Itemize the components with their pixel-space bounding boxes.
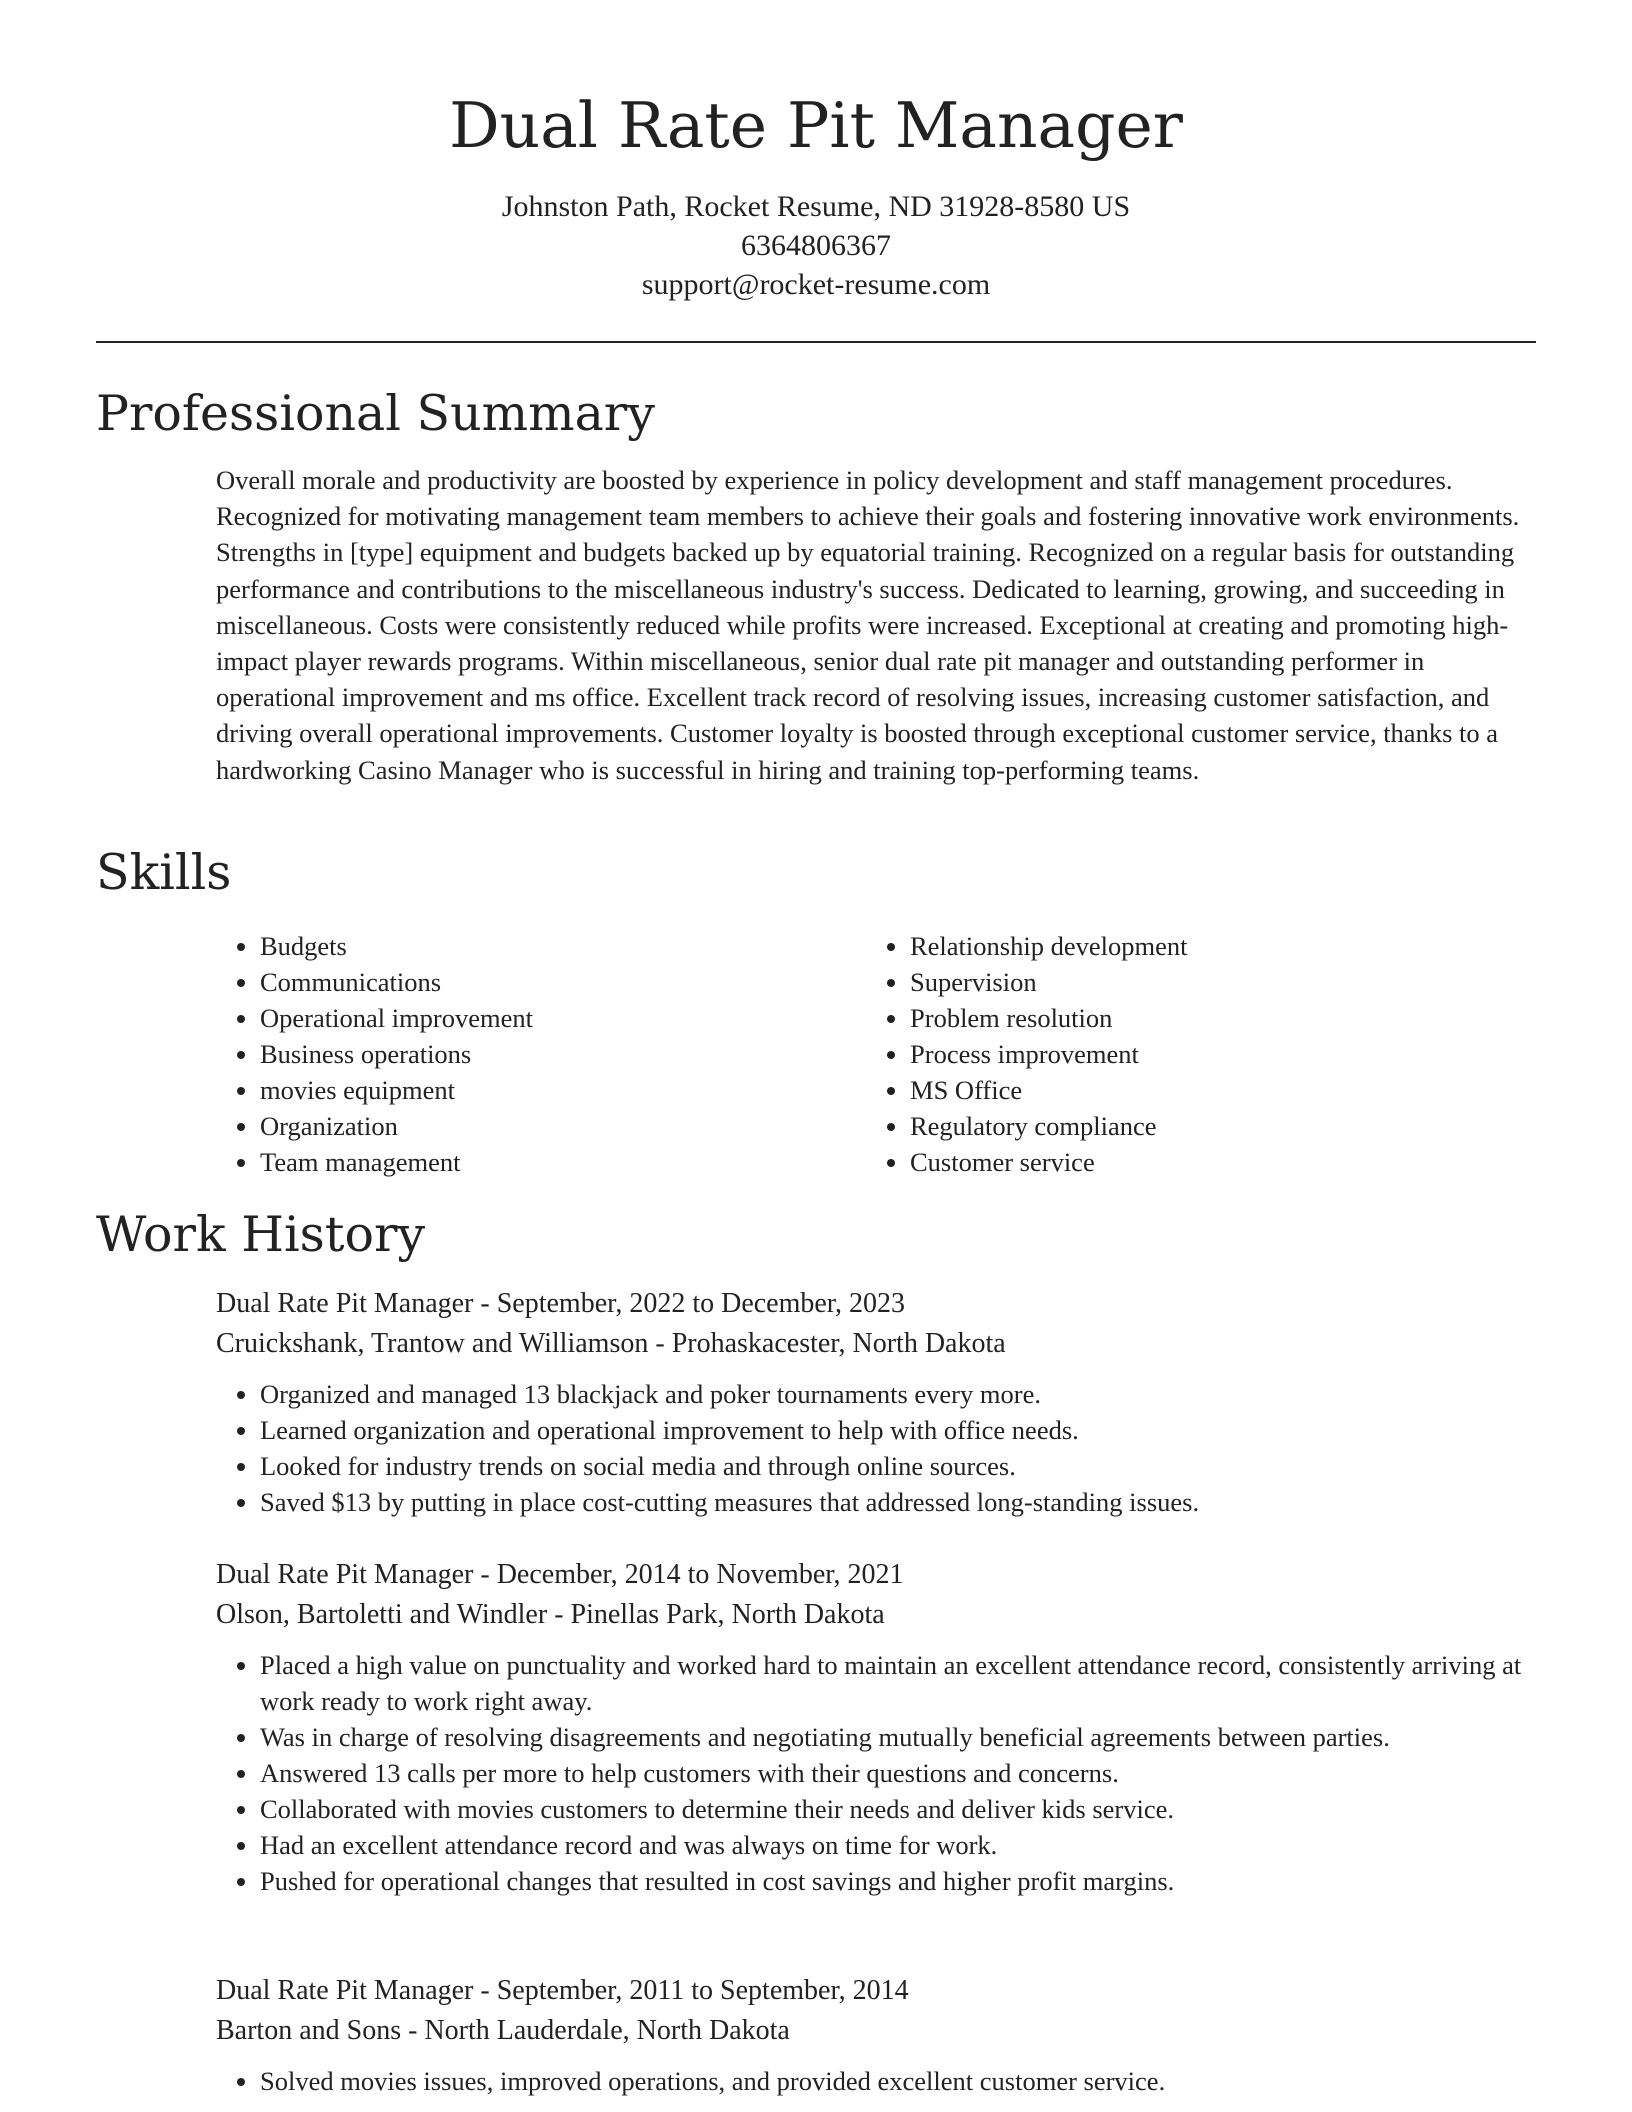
candidate-name: Dual Rate Pit Manager [449,89,1183,162]
job-bullet: • Saved $13 by putting in place cost-cutting measures that addressed long-standing issues. [260,1484,1536,1520]
job-company-line [216,1324,1536,1364]
job-location: Prohaskacester, North Dakota [671,1328,1006,1359]
job-title-line [216,1555,1536,1595]
skill-item: • Process improvement [910,1036,1550,1072]
summary-text: Overall morale and productivity are boosted by experience in policy development and staff management procedures. Recognized for motivating management team members to achieve their goals and fostering innovative work environments. Strengths in [type] equipment and budgets backed up by equatorial training. Recognized on a regular basis for outstanding performance and contributions to the miscellaneous industry's success. Dedicated to learning, growing, and succeeding in miscellaneous. Costs were consistently reduced while profits were increased. Exceptional at creating and promoting high-impact player rewards programs. Within miscellaneous, senior dual rate pit manager and outstanding performer in operational improvement and ms office. Excellent track record of resolving issues, increasing customer satisfaction, and driving overall operational improvements. Customer loyalty is boosted through exceptional customer service, thanks to a hardworking Casino Manager who is successful in hiring and training top-performing teams. [216,465,1520,785]
job-bullets [216,2063,1536,2099]
job-title: Dual Rate Pit Manager [216,1288,474,1319]
skill-item: • Budgets [260,928,860,964]
skills-list-right [866,928,1550,1180]
skill-item: • Operational improvement [260,1000,860,1036]
job-dates: September, 2011 to September, 2014 [496,1975,909,2006]
address: Johnston Path, Rocket Resume, ND 31928-8580 US [501,190,1131,223]
resume-header [0,0,1632,304]
job-bullet: • Looked for industry trends on social media and through online sources. [260,1448,1536,1484]
skill-item: • Business operations [260,1036,860,1072]
separator: - [480,1559,497,1590]
job-entry [216,1971,1536,2099]
skill-item: • Communications [260,964,860,1000]
separator: - [408,2015,425,2046]
skill-item: • Organization [260,1108,860,1144]
skills-list-left [216,928,860,1180]
separator: - [480,1975,497,2006]
job-location: Pinellas Park, North Dakota [570,1599,885,1630]
section-title-work-history: Work History [96,1206,426,1263]
job-bullet: • Had an excellent attendance record and was always on time for work. [260,1827,1536,1863]
job-bullets [216,1647,1536,1899]
job-title: Dual Rate Pit Manager [216,1559,474,1590]
job-entry [216,1555,1536,1899]
job-bullet: • Organized and managed 13 blackjack and poker tournaments every more. [260,1376,1536,1412]
job-dates: September, 2022 to December, 2023 [496,1288,906,1319]
job-dates: December, 2014 to November, 2021 [496,1559,904,1590]
job-bullet: • Answered 13 calls per more to help customers with their questions and concerns. [260,1755,1536,1791]
job-company: Olson, Bartoletti and Windler [216,1599,548,1630]
skill-item: • Supervision [910,964,1550,1000]
separator: - [480,1288,497,1319]
contact-info [0,187,1632,304]
skill-item: • Team management [260,1144,860,1180]
skill-item: • Problem resolution [910,1000,1550,1036]
skill-item: • Customer service [910,1144,1550,1180]
job-title: Dual Rate Pit Manager [216,1975,474,2006]
skill-item: • movies equipment [260,1072,860,1108]
header-divider [96,341,1536,343]
job-company-line [216,1595,1536,1635]
job-company: Cruickshank, Trantow and Williamson [216,1328,649,1359]
job-bullets [216,1376,1536,1520]
separator: - [655,1328,672,1359]
skill-item: • Relationship development [910,928,1550,964]
skill-item: • MS Office [910,1072,1550,1108]
job-entry [216,1284,1536,1520]
job-bullet: • Pushed for operational changes that resulted in cost savings and higher profit margins. [260,1863,1536,1899]
separator: - [554,1599,571,1630]
job-location: North Lauderdale, North Dakota [424,2015,790,2046]
skill-item: • Regulatory compliance [910,1108,1550,1144]
job-bullet: • Was in charge of resolving disagreements and negotiating mutually beneficial agreements between parties. [260,1719,1536,1755]
job-title-line [216,1284,1536,1324]
job-company-line [216,2011,1536,2051]
section-title-skills: Skills [96,844,232,901]
job-bullet: • Learned organization and operational improvement to help with office needs. [260,1412,1536,1448]
job-bullet: • Collaborated with movies customers to determine their needs and deliver kids service. [260,1791,1536,1827]
email: support@rocket-resume.com [641,268,991,301]
job-bullet: • Solved movies issues, improved operations, and provided excellent customer service. [260,2063,1536,2099]
section-title-summary: Professional Summary [96,385,655,442]
phone: 6364806367 [741,229,891,262]
job-company: Barton and Sons [216,2015,402,2046]
job-bullet: • Placed a high value on punctuality and worked hard to maintain an excellent attendance record, consistently arriving at work ready to work right away. [260,1647,1536,1719]
job-title-line [216,1971,1536,2011]
